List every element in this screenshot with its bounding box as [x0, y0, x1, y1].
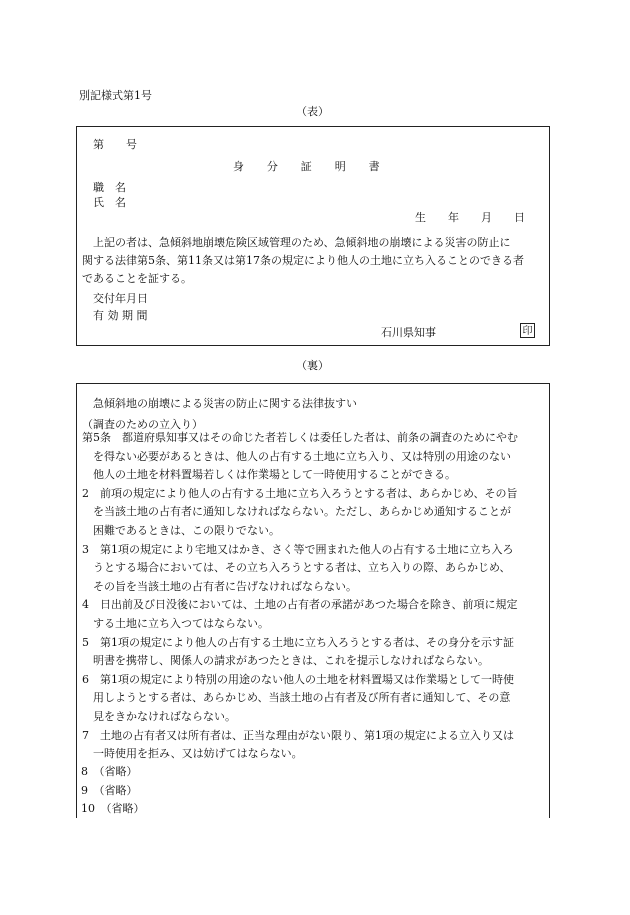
law-line: を得ない必要があるときは、他人の占有する土地に立ち入り、又は特別の用途のない [82, 449, 511, 463]
certificate-title: 身 分 証 明 書 [233, 160, 380, 173]
back-card [76, 383, 550, 763]
law-line: 見をきかなければならない。 [82, 710, 236, 723]
law-title: 急傾斜地の崩壊による災害の防止に関する法律抜すい [93, 397, 357, 410]
seal-mark: 印 [520, 323, 535, 338]
law-line: 2 前項の規定により他人の占有する土地に立ち入ろうとする者は、あらかじめ、その旨 [82, 486, 518, 500]
statement-line-1: 上記の者は、急傾斜地崩壊危険区域管理のため、急傾斜地の崩壊による災害の防止に [93, 236, 511, 249]
law-line: 困難であるときは、この限りでない。 [82, 524, 280, 537]
law-line: うとする場合においては、その立ち入ろうとする者は、立ち入りの際、あらかじめ、 [82, 561, 511, 575]
number-label: 第 号 [93, 138, 137, 151]
law-line: 他人の土地を材料置場若しくは作業場として一時使用することができる。 [82, 468, 456, 482]
section-heading: （調査のための立入り） [82, 418, 203, 431]
front-card [76, 126, 550, 346]
statement-line-3: であることを証する。 [82, 272, 192, 285]
law-line: を当該土地の占有者に通知しなければならない。ただし、あらかじめ通知することが [82, 505, 511, 519]
law-line: 用しようとする者は、あらかじめ、当該土地の占有者及び所有者に通知して、その意 [82, 691, 511, 705]
issuer: 石川県知事 [381, 326, 436, 339]
law-line: する土地に立ち入つてはならない。 [82, 617, 269, 630]
law-line: 5 第1項の規定により他人の占有する土地に立ち入ろうとする者は、その身分を示す証 [82, 635, 514, 649]
back-heading: （裏） [296, 359, 329, 372]
birth-date-label: 生 年 月 日 [415, 211, 525, 224]
law-line: 10 （省略） [81, 802, 145, 816]
position-label: 職 名 [93, 181, 126, 194]
back-card-right-border [549, 763, 550, 818]
law-line: 8 （省略） [81, 765, 138, 778]
law-line: 3 第1項の規定により宅地又はかき、さく等で囲まれた他人の占有する土地に立ち入ろ [82, 542, 514, 556]
back-card-left-border [76, 763, 77, 818]
law-line: 第5条 都道府県知事又はその命じた者若しくは委任した者は、前条の調査のためにやむ [82, 431, 518, 444]
name-label: 氏 名 [93, 196, 126, 209]
validity-label: 有 効 期 間 [93, 309, 148, 322]
law-line: 7 土地の占有者又は所有者は、正当な理由がない限り、第1項の規定による立入り又は [82, 728, 514, 742]
law-line: 6 第1項の規定により特別の用途のない他人の土地を材料置場又は作業場として一時使 [82, 672, 514, 686]
law-line: 9 （省略） [81, 783, 138, 797]
statement-line-2: 関する法律第5条、第11条又は第17条の規定により他人の土地に立ち入ることのできる者 [82, 254, 524, 267]
law-line: 4 日出前及び日没後においては、土地の占有者の承諾があつた場合を除き、前項に規定 [82, 598, 518, 612]
front-heading: （表） [296, 105, 329, 118]
issue-date-label: 交付年月日 [93, 292, 148, 305]
law-line: 一時使用を拒み、又は妨げてはならない。 [82, 747, 303, 761]
law-line: その旨を当該土地の占有者に告げなければならない。 [82, 579, 357, 593]
form-number: 別記様式第1号 [79, 89, 152, 102]
law-line: 明書を携帯し、関係人の請求があつたときは、これを提示しなければならない。 [82, 654, 489, 668]
